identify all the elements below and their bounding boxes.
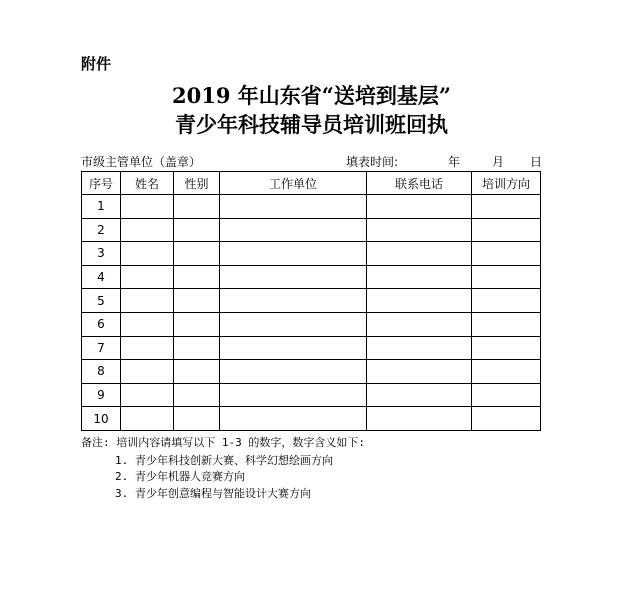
training-direction-cell[interactable] — [472, 218, 541, 242]
row-number: 2 — [82, 218, 121, 242]
table-row — [82, 218, 541, 242]
note-item-text: 青少年创意编程与智能设计大赛方向 — [135, 487, 311, 500]
year-label: 年 — [448, 155, 461, 169]
note-item-index: 1. — [115, 454, 129, 467]
note-item-index: 2. — [115, 470, 129, 483]
training-direction-cell[interactable] — [472, 312, 541, 336]
note-item-1 — [115, 452, 333, 468]
document-title-line-2: 青少年科技辅导员培训班回执 — [175, 112, 448, 137]
attachment-label: 附件 — [81, 55, 112, 73]
training-direction-cell[interactable] — [472, 289, 541, 313]
name-cell[interactable] — [121, 360, 174, 384]
header-gender: 性别 — [174, 172, 220, 195]
row-number: 1 — [82, 195, 121, 219]
note-item-text: 青少年科技创新大赛、科学幻想绘画方向 — [135, 454, 333, 467]
work-unit-cell[interactable] — [220, 265, 367, 289]
name-cell[interactable] — [121, 312, 174, 336]
notes-lead: 备注: 培训内容请填写以下 1-3 的数字，数字含义如下: — [81, 436, 365, 449]
name-cell[interactable] — [121, 289, 174, 313]
header-name: 姓名 — [121, 172, 174, 195]
work-unit-cell[interactable] — [220, 312, 367, 336]
table-row — [82, 265, 541, 289]
name-cell[interactable] — [121, 265, 174, 289]
header-serial: 序号 — [82, 172, 121, 195]
gender-cell[interactable] — [174, 218, 220, 242]
gender-cell[interactable] — [174, 195, 220, 219]
note-item-2 — [115, 468, 245, 484]
registration-table — [81, 171, 541, 431]
phone-cell[interactable] — [367, 265, 472, 289]
row-number: 8 — [82, 360, 121, 384]
month-label: 月 — [492, 155, 505, 169]
table-row — [82, 289, 541, 313]
table-header-row — [82, 172, 541, 195]
training-direction-cell[interactable] — [472, 383, 541, 407]
name-cell[interactable] — [121, 218, 174, 242]
phone-cell[interactable] — [367, 360, 472, 384]
phone-cell[interactable] — [367, 195, 472, 219]
row-number: 5 — [82, 289, 121, 313]
document-title-line-1: 2019 年山东省“送培到基层” — [172, 83, 451, 108]
work-unit-cell[interactable] — [220, 242, 367, 266]
name-cell[interactable] — [121, 195, 174, 219]
gender-cell[interactable] — [174, 383, 220, 407]
table-row — [82, 195, 541, 219]
gender-cell[interactable] — [174, 289, 220, 313]
note-item-3 — [115, 485, 311, 501]
phone-cell[interactable] — [367, 336, 472, 360]
training-direction-cell[interactable] — [472, 336, 541, 360]
work-unit-cell[interactable] — [220, 383, 367, 407]
gender-cell[interactable] — [174, 312, 220, 336]
training-direction-cell[interactable] — [472, 265, 541, 289]
work-unit-cell[interactable] — [220, 336, 367, 360]
gender-cell[interactable] — [174, 242, 220, 266]
phone-cell[interactable] — [367, 289, 472, 313]
gender-cell[interactable] — [174, 360, 220, 384]
row-number: 6 — [82, 312, 121, 336]
phone-cell[interactable] — [367, 407, 472, 431]
name-cell[interactable] — [121, 407, 174, 431]
row-number: 10 — [82, 407, 121, 431]
phone-cell[interactable] — [367, 218, 472, 242]
name-cell[interactable] — [121, 242, 174, 266]
phone-cell[interactable] — [367, 242, 472, 266]
name-cell[interactable] — [121, 336, 174, 360]
row-number: 4 — [82, 265, 121, 289]
training-direction-cell[interactable] — [472, 242, 541, 266]
training-direction-cell[interactable] — [472, 407, 541, 431]
training-direction-cell[interactable] — [472, 360, 541, 384]
phone-cell[interactable] — [367, 383, 472, 407]
training-direction-cell[interactable] — [472, 195, 541, 219]
row-number: 9 — [82, 383, 121, 407]
work-unit-cell[interactable] — [220, 407, 367, 431]
unit-label: 市级主管单位（盖章） — [81, 155, 202, 169]
header-work-unit: 工作单位 — [220, 172, 367, 195]
header-phone: 联系电话 — [367, 172, 472, 195]
gender-cell[interactable] — [174, 265, 220, 289]
table-row — [82, 383, 541, 407]
table-row — [82, 360, 541, 384]
gender-cell[interactable] — [174, 336, 220, 360]
table-row — [82, 407, 541, 431]
day-label: 日 — [530, 155, 543, 169]
work-unit-cell[interactable] — [220, 289, 367, 313]
work-unit-cell[interactable] — [220, 195, 367, 219]
name-cell[interactable] — [121, 383, 174, 407]
work-unit-cell[interactable] — [220, 218, 367, 242]
row-number: 7 — [82, 336, 121, 360]
header-training-direction: 培训方向 — [472, 172, 541, 195]
table-row — [82, 336, 541, 360]
row-number: 3 — [82, 242, 121, 266]
work-unit-cell[interactable] — [220, 360, 367, 384]
fill-time-label: 填表时间: — [346, 155, 399, 169]
note-item-index: 3. — [115, 487, 129, 500]
gender-cell[interactable] — [174, 407, 220, 431]
phone-cell[interactable] — [367, 312, 472, 336]
note-item-text: 青少年机器人竞赛方向 — [135, 470, 245, 483]
table-row — [82, 242, 541, 266]
table-row — [82, 312, 541, 336]
